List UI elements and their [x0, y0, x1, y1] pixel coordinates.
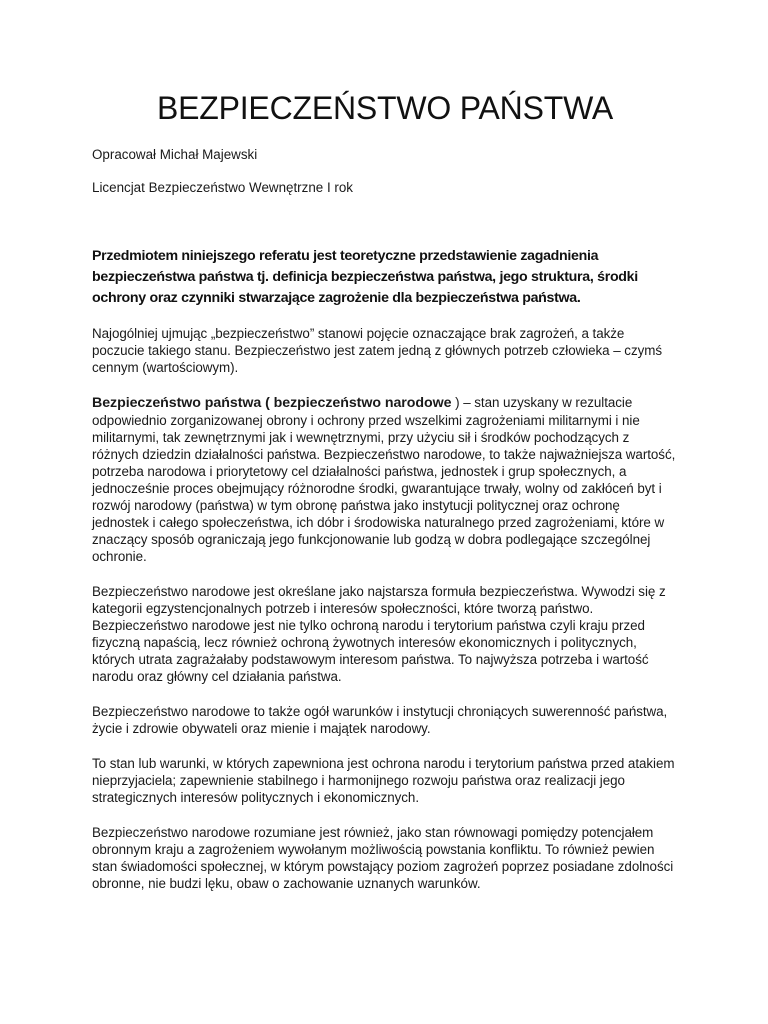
- paragraph-state-conditions: To stan lub warunki, w których zapewniona jest ochrona narodu i terytorium państwa przed atakiem nieprzyjaciela; zapewnienie stabilnego i harmonijnego rozwoju państwa oraz realizacji jego strategicznych interesów politycznych i ekonomicznych.: [92, 756, 675, 805]
- paragraph-state-security: [92, 394, 678, 565]
- course-line: Licencjat Bezpieczeństwo Wewnętrzne I rok: [92, 180, 353, 195]
- paragraph-definition: Najogólniej ujmując „bezpieczeństwo” stanowi pojęcie oznaczające brak zagrożeń, a także poczucie takiego stanu. Bezpieczeństwo jest zatem jedną z głównych potrzeb człowieka – czymś cennym (wartościowym).: [92, 326, 662, 375]
- paragraph-lead-term: Bezpieczeństwo państwa ( bezpieczeństwo narodowe: [92, 395, 452, 411]
- intro-paragraph: Przedmiotem niniejszego referatu jest teoretyczne przedstawienie zagadnienia bezpieczeństwa państwa tj. definicja bezpieczeństwa państwa, jego struktura, środki ochrony oraz czynniki stwarzające zagrożenie dla bezpieczeństwa państwa.: [92, 248, 638, 306]
- paragraph-equilibrium: Bezpieczeństwo narodowe rozumiane jest również, jako stan równowagi pomiędzy potencjałem obronnym kraju a zagrożeniem wywołanym możliwością powstania konfliktu. To również pewien stan świadomości społecznej, w którym powstający poziom zagrożeń poprzez posiadane zdolności obronne, nie budzi lęku, obaw o zachowanie uznanych warunków.: [92, 825, 674, 891]
- author-line: Opracował Michał Majewski: [92, 147, 258, 162]
- paragraph-body: ) – stan uzyskany w rezultacie odpowiednio zorganizowanej obrony i ochrony przed wszelkimi zagrożeniami militarnymi i nie militarnymi, tak zewnętrznymi jak i wewnętrznymi, przy użyciu sił i środków pochodzących z różnych dziedzin działalności państwa. Bezpieczeństwo narodowe, to także najważniejsza wartość, potrzeba narodowa i priorytetowy cel działalności państwa, jednostek i grup społecznych, a jednocześnie proces obejmujący różnorodne środki, gwarantujące trwały, wolny od zakłóceń byt i rozwój narodowy (państwa) w tym obronę państwa jako instytucji politycznej oraz ochronę jednostek i całego społeczeństwa, ich dóbr i środowiska naturalnego przed zagrożeniami, które w znaczący sposób ograniczają jego funkcjonowanie lub godzą w dobra podlegające szczególnej ochronie.: [92, 395, 676, 564]
- document-title: BEZPIECZEŃSTWO PAŃSTWA: [156, 90, 614, 126]
- paragraph-conditions: Bezpieczeństwo narodowe to także ogół warunków i instytucji chroniących suwerenność państwa, życie i zdrowie obywateli oraz mienie i majątek narodowy.: [92, 704, 668, 736]
- paragraph-oldest-formula: Bezpieczeństwo narodowe jest określane jako najstarsza formuła bezpieczeństwa. Wywodzi się z kategorii egzystencjonalnych potrzeb i interesów społeczności, które tworzą państwo. Bezpieczeństwo narodowe jest nie tylko ochroną narodu i terytorium państwa czyli kraju przed fizyczną napaścią, lecz również ochroną żywotnych interesów ekonomicznych i politycznych, których utrata zagrażałaby podstawowym interesom państwa. To najwyższa potrzeba i wartość narodu oraz główny cel działania państwa.: [92, 584, 666, 684]
